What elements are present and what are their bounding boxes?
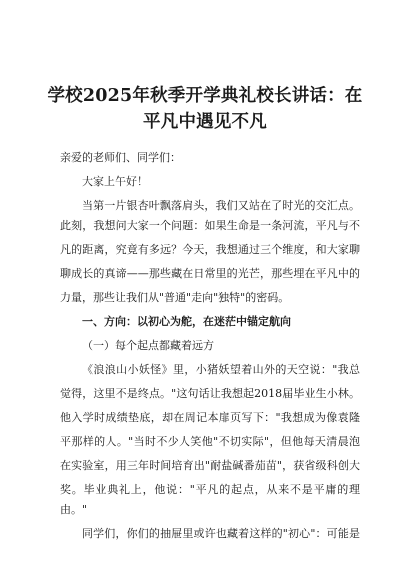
paragraph-line: 在实验室，用三年时间培育出"耐盐碱番茄苗"，获省级科创大	[60, 459, 360, 472]
document-title-line-2: 平凡中遇见不凡	[143, 112, 267, 132]
paragraph-line: 他入学时成绩垫底，却在周记本扉页写下："我想成为像袁隆	[60, 411, 360, 424]
paragraph-line: 觉得，这里不是终点。"这句话让我想起2018届毕业生小林。	[60, 387, 360, 400]
paragraph-line: 平那样的人。"当时不少人笑他"不切实际"，但他每天清晨泡	[60, 435, 360, 448]
salutation: 亲爱的老师们、同学们：	[60, 151, 181, 164]
paragraph-line: 《浪浪山小妖怪》里，小猪妖望着山外的天空说："我总	[82, 363, 360, 376]
paragraph-line: 此刻，我想问大家一个问题：如果生命是一条河流，平凡与不	[60, 219, 360, 232]
section-heading: 一、方向：以初心为舵，在迷茫中锚定航向	[82, 315, 291, 328]
greeting: 大家上午好！	[82, 175, 148, 188]
paragraph-line: 力量，那些让我们从"普通"走向"独特"的密码。	[60, 291, 290, 304]
paragraph-line: 由。"	[60, 503, 88, 516]
paragraph-line: 凡的距离，究竟有多远？今天，我想通过三个维度，和大家聊	[60, 243, 360, 256]
paragraph-line: 同学们，你们的抽屉里或许也藏着这样的"初心"：可能是	[82, 527, 360, 540]
paragraph-line: 奖。毕业典礼上，他说："平凡的起点，从来不是平庸的理	[60, 483, 360, 496]
paragraph-line: 当第一片银杏叶飘落肩头，我们又站在了时光的交汇点。	[82, 199, 360, 212]
document-title-line-1: 学校2025年秋季开学典礼校长讲话：在	[47, 86, 363, 106]
paragraph-line: 聊成长的真谛——那些藏在日常里的光芒，那些埋在平凡中的	[60, 267, 360, 280]
subsection-heading: （一）每个起点都藏着远方	[82, 339, 214, 352]
